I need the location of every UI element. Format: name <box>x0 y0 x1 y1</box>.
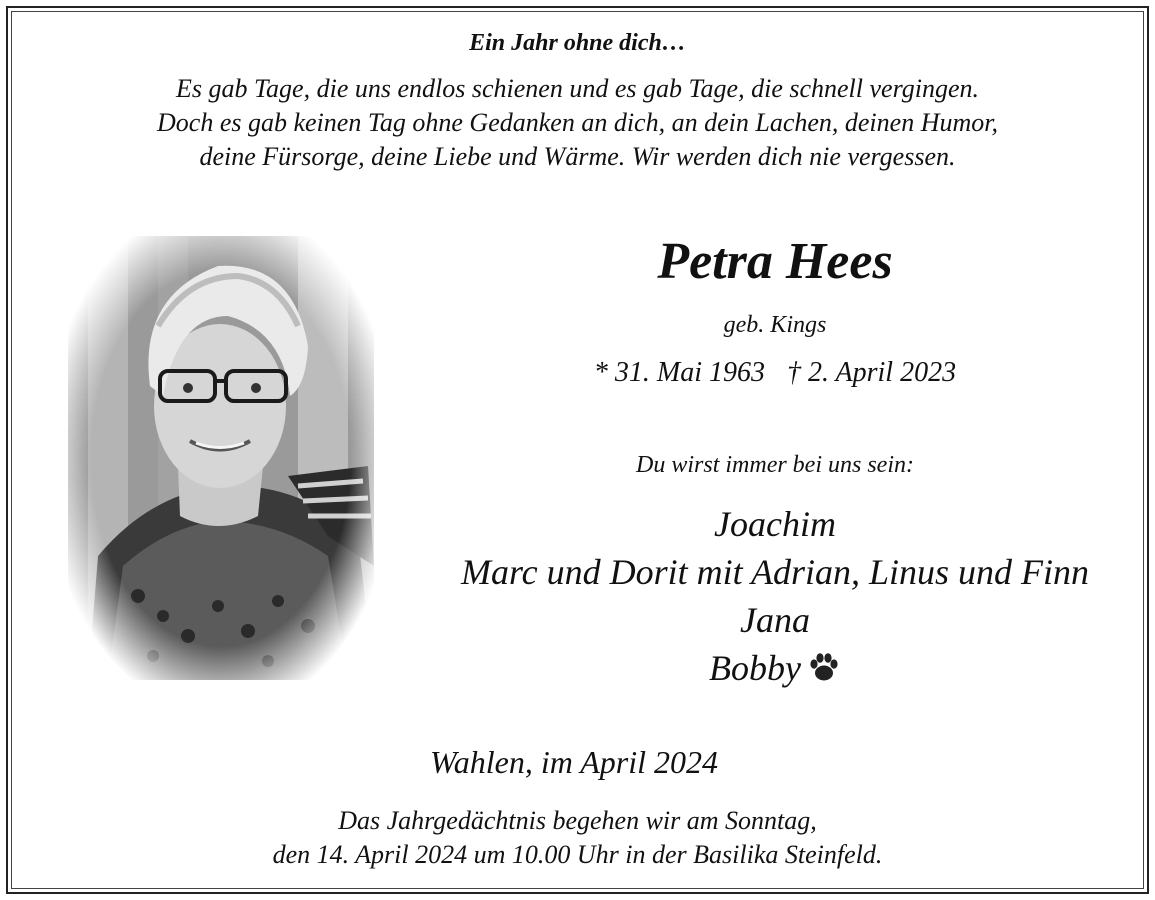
mourner-pet <box>410 644 1140 692</box>
mourner-name: Jana <box>740 600 810 640</box>
motto-line: Doch es gab keinen Tag ohne Gedanken an dich, an dein Lachen, deinen Humor, <box>157 108 998 137</box>
mourners-list <box>410 500 1140 692</box>
mourner-name: Bobby <box>709 648 801 688</box>
birth-date: * 31. Mai 1963 <box>593 357 766 388</box>
mourners-intro: Du wirst immer bei uns sein: <box>636 452 914 478</box>
service-notice <box>0 804 1155 872</box>
mourner-name: Marc und Dorit mit Adrian, Linus und Finn <box>460 552 1090 592</box>
deceased-name: Petra Hees <box>657 233 893 290</box>
portrait-photo <box>68 236 374 680</box>
life-dates <box>520 357 1030 389</box>
motto-line: Es gab Tage, die uns endlos schienen und es gab Tage, die schnell vergingen. <box>175 74 980 103</box>
place-date: Wahlen, im April 2024 <box>430 744 719 780</box>
service-line: Das Jahrgedächtnis begehen wir am Sonntag, <box>338 806 817 835</box>
motto-line: deine Fürsorge, deine Liebe und Wärme. Wir werden dich nie vergessen. <box>199 142 956 171</box>
service-line: den 14. April 2024 um 10.00 Uhr in der Basilika Steinfeld. <box>272 840 883 869</box>
death-date: † 2. April 2023 <box>787 357 957 388</box>
motto-title: Ein Jahr ohne dich… <box>469 30 686 56</box>
paw-icon <box>807 650 841 684</box>
mourner-name: Joachim <box>714 504 836 544</box>
motto-text <box>0 72 1155 174</box>
maiden-name: geb. Kings <box>723 312 827 338</box>
